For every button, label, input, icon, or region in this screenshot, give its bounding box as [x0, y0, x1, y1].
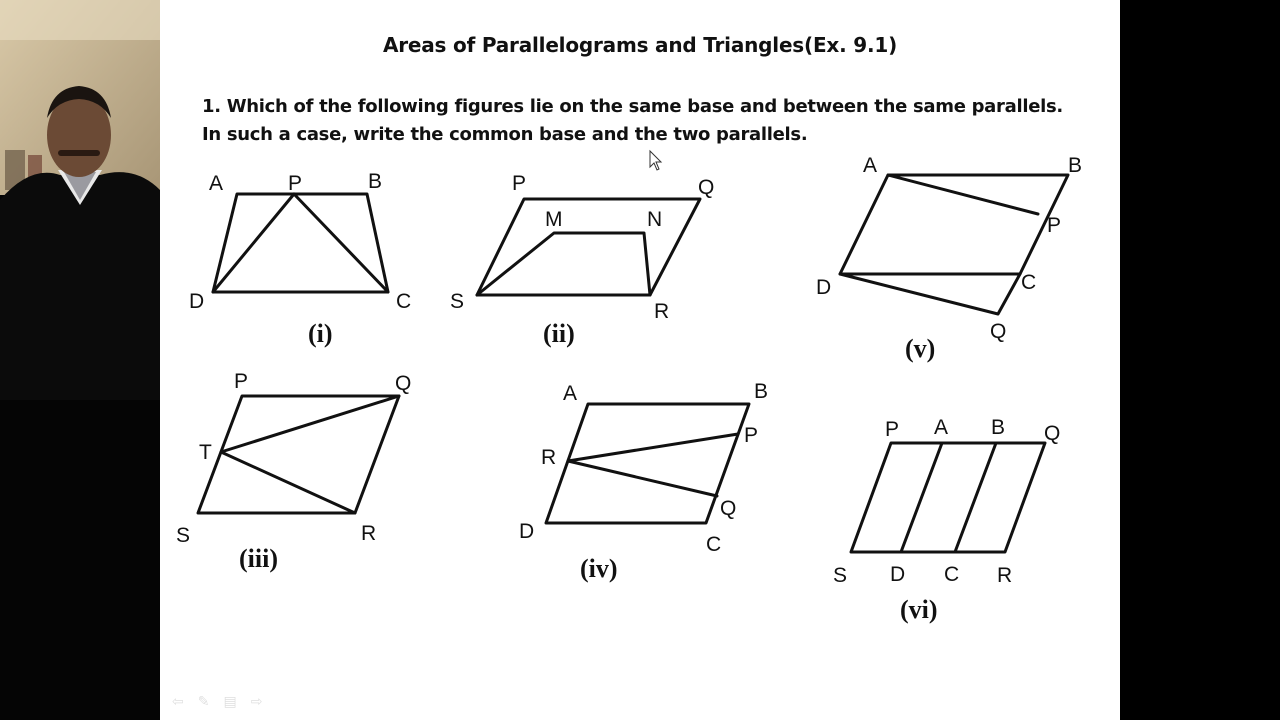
fig-vi-label-d: D	[890, 563, 906, 586]
fig-v-label-d: D	[816, 276, 832, 299]
mouse-cursor-icon	[650, 151, 661, 170]
fig-iii-triangle-tqr	[221, 396, 399, 513]
fig-i-label-b: B	[368, 170, 383, 193]
fig-iv-label-c: C	[706, 533, 722, 556]
figure-i	[189, 170, 411, 348]
presenter-webcam	[0, 0, 160, 720]
fig-v-label-b: B	[1068, 154, 1083, 177]
fig-v-label-p: P	[1047, 214, 1062, 237]
fig-iii-label-r: R	[361, 522, 377, 545]
fig-i-label-p: P	[288, 172, 303, 195]
figure-iv	[519, 380, 768, 583]
figure-v	[816, 154, 1082, 363]
geometry-figures	[160, 0, 1120, 720]
figure-ii	[450, 172, 714, 348]
fig-ii-parallelogram	[477, 199, 700, 295]
fig-i-caption: (i)	[308, 319, 333, 348]
black-margin	[1120, 0, 1280, 720]
figure-vi	[833, 416, 1060, 624]
pen-tool-icon[interactable]: ✎	[197, 693, 210, 709]
fig-vi-caption: (vi)	[900, 595, 938, 624]
fig-vi-label-a: A	[934, 416, 949, 439]
fig-i-label-d: D	[189, 290, 205, 313]
fig-vi-parallelogram-pqrs	[851, 443, 1045, 552]
fig-iv-label-p: P	[744, 424, 759, 447]
fig-vi-label-b: B	[991, 416, 1006, 439]
figure-iii	[176, 370, 411, 573]
fig-iii-label-p: P	[234, 370, 249, 393]
fig-v-segment-ap	[888, 175, 1038, 214]
fig-ii-label-q: Q	[698, 176, 715, 199]
fig-iv-label-b: B	[754, 380, 769, 403]
fig-iii-label-q: Q	[395, 372, 412, 395]
fig-v-label-a: A	[863, 154, 878, 177]
fig-vi-label-q: Q	[1044, 422, 1061, 445]
fig-iv-label-q: Q	[720, 497, 737, 520]
fig-vi-label-c: C	[944, 563, 960, 586]
fig-v-label-q: Q	[990, 320, 1007, 343]
fig-v-label-c: C	[1021, 271, 1037, 294]
next-slide-icon[interactable]: ⇨	[250, 693, 263, 709]
fig-vi-label-s: S	[833, 564, 848, 587]
fig-iii-label-t: T	[199, 441, 212, 464]
slide-title: Areas of Parallelograms and Triangles(Ex. 9.1)	[382, 33, 898, 57]
fig-v-parallelogram	[840, 175, 1068, 274]
fig-i-side-pc	[294, 194, 388, 292]
fig-ii-label-s: S	[450, 290, 465, 313]
lesson-slide	[160, 0, 1120, 720]
question-text-line-2: In such a case, write the common base and the two parallels.	[202, 124, 808, 145]
fig-ii-label-p: P	[512, 172, 527, 195]
fig-ii-label-r: R	[654, 300, 670, 323]
fig-iii-label-s: S	[176, 524, 191, 547]
slide-menu-icon[interactable]: ▤	[223, 693, 237, 709]
slideshow-nav-controls	[172, 693, 262, 710]
fig-v-segment-dqc	[840, 274, 1020, 314]
fig-ii-caption: (ii)	[543, 319, 575, 348]
fig-iv-label-d: D	[519, 520, 535, 543]
fig-vi-side-bc	[955, 443, 996, 552]
fig-ii-label-n: N	[647, 208, 663, 231]
fig-i-label-c: C	[396, 290, 412, 313]
fig-iv-label-r: R	[541, 446, 557, 469]
previous-slide-icon[interactable]: ⇦	[172, 693, 184, 709]
fig-iii-caption: (iii)	[239, 544, 278, 573]
fig-i-label-a: A	[209, 172, 224, 195]
presenter-video-image	[0, 0, 160, 720]
fig-iv-caption: (iv)	[580, 554, 618, 583]
question-text-line-1: 1. Which of the following figures lie on the same base and between the same parallels.	[202, 96, 1063, 117]
fig-iv-triangle-rpq	[568, 434, 738, 496]
fig-vi-label-p: P	[885, 418, 900, 441]
fig-iv-label-a: A	[563, 382, 578, 405]
fig-v-caption: (v)	[905, 334, 936, 363]
fig-vi-side-ad	[901, 443, 942, 552]
fig-i-trapezium	[213, 194, 388, 292]
fig-ii-label-m: M	[545, 208, 563, 231]
fig-vi-label-r: R	[997, 564, 1013, 587]
